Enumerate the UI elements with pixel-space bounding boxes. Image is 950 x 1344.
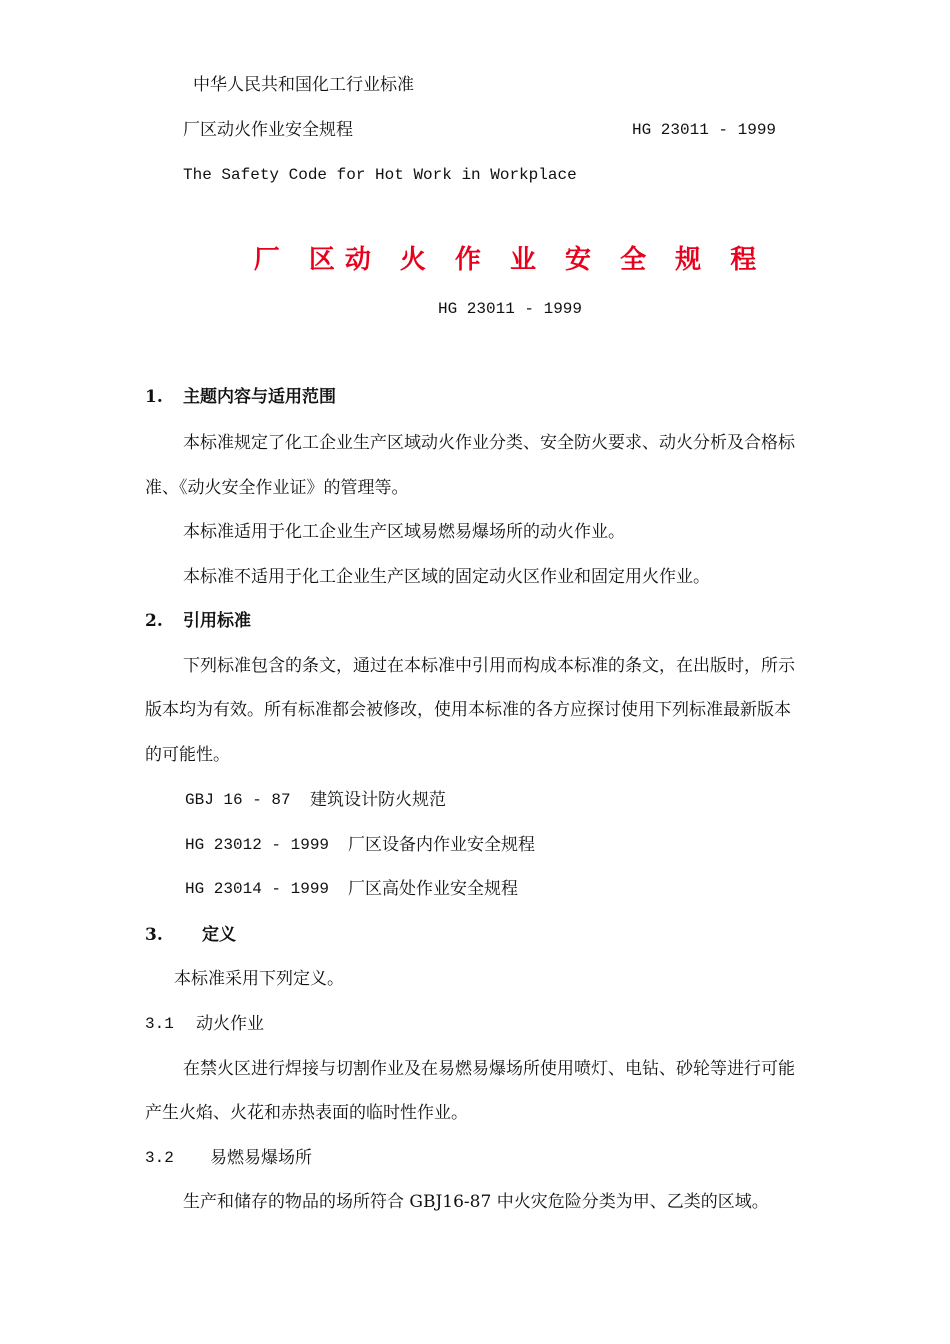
section-3-intro: 本标准采用下列定义。 [174, 969, 344, 989]
section-1-title: 主题内容与适用范围 [183, 387, 336, 407]
main-title: 厂 区动 火 作 业 安 全 规 程 [253, 245, 767, 275]
definition-3-2-number: 3.2 [145, 1149, 174, 1167]
main-code: HG 23011 - 1999 [437, 300, 583, 318]
section-1-para-3: 本标准不适用于化工企业生产区域的固定动火区作业和固定用火作业。 [183, 567, 710, 587]
definition-3-1-title: 动火作业 [196, 1014, 264, 1034]
ref-1-name: 建筑设计防火规范 [310, 790, 446, 810]
section-1-para-1-line-2: 准、《动火安全作业证》的管理等。 [145, 478, 409, 498]
definition-3-2-line-1: 生产和储存的物品的场所符合 GBJ16-87 中火灾危险分类为甲、乙类的区域。 [183, 1192, 769, 1212]
standard-org: 中华人民共和国化工行业标准 [193, 75, 414, 95]
definition-3-1-number: 3.1 [145, 1015, 174, 1033]
ref-1-code: GBJ 16 - 87 [185, 791, 291, 809]
ref-3-code: HG 23014 - 1999 [185, 880, 330, 898]
ref-3-name: 厂区高处作业安全规程 [348, 879, 518, 899]
section-3-number: 3. [145, 925, 163, 945]
doc-code: HG 23011 - 1999 [632, 121, 777, 139]
english-title: The Safety Code for Hot Work in Workplace [183, 166, 577, 184]
section-3-title: 定义 [202, 925, 236, 945]
section-1-para-2: 本标准适用于化工企业生产区域易燃易爆场所的动火作业。 [183, 522, 625, 542]
ref-2-code: HG 23012 - 1999 [185, 836, 330, 854]
section-1-number: 1. [145, 387, 163, 407]
ref-2-name: 厂区设备内作业安全规程 [348, 835, 535, 855]
section-2-title: 引用标准 [183, 611, 251, 631]
doc-title: 厂区动火作业安全规程 [183, 120, 353, 140]
definition-3-2-title: 易燃易爆场所 [210, 1148, 312, 1168]
section-2-para-line-1: 下列标准包含的条文，通过在本标准中引用而构成本标准的条文，在出版时，所示 [183, 656, 795, 676]
section-2-number: 2. [145, 611, 163, 631]
definition-3-1-line-2: 产生火焰、火花和赤热表面的临时性作业。 [145, 1103, 468, 1123]
section-2-para-line-3: 的可能性。 [145, 745, 230, 765]
section-1-para-1-line-1: 本标准规定了化工企业生产区域动火作业分类、安全防火要求、动火分析及合格标 [183, 433, 795, 453]
section-2-para-line-2: 版本均为有效。所有标准都会被修改，使用本标准的各方应探讨使用下列标准最新版本 [145, 700, 791, 720]
definition-3-1-line-1: 在禁火区进行焊接与切割作业及在易燃易爆场所使用喷灯、电钻、砂轮等进行可能 [183, 1059, 795, 1079]
